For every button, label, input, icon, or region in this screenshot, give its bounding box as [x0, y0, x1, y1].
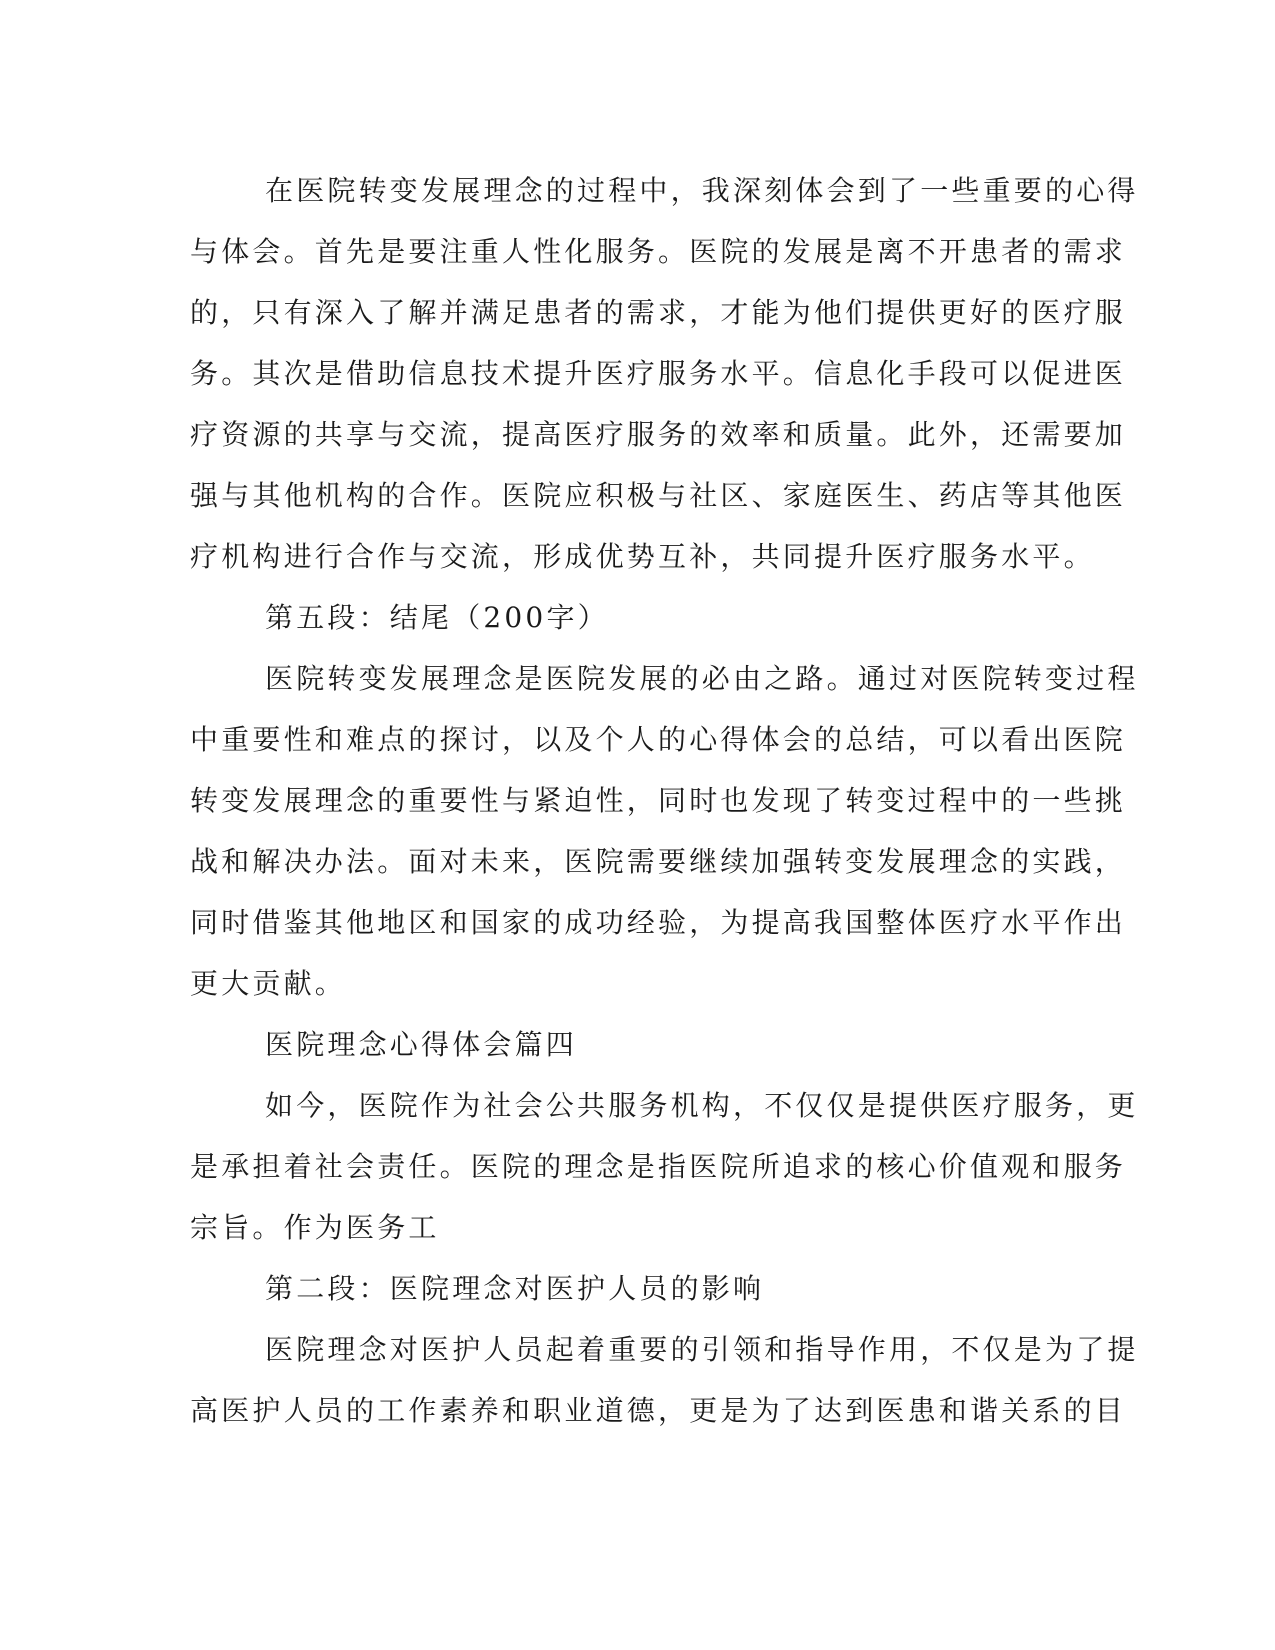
section-heading: 第二段：医院理念对医护人员的影响	[265, 1272, 765, 1305]
paragraph-line: 是承担着社会责任。医院的理念是指医院所追求的核心价值观和服务	[190, 1150, 1127, 1183]
paragraph-line: 同时借鉴其他地区和国家的成功经验，为提高我国整体医疗水平作出	[190, 906, 1127, 939]
paragraph-line: 务。其次是借助信息技术提升医疗服务水平。信息化手段可以促进医	[190, 357, 1127, 390]
paragraph-line: 强与其他机构的合作。医院应积极与社区、家庭医生、药店等其他医	[190, 479, 1127, 512]
paragraph-line: 在医院转变发展理念的过程中，我深刻体会到了一些重要的心得	[265, 174, 1139, 207]
paragraph-line: 高医护人员的工作素养和职业道德，更是为了达到医患和谐关系的目	[190, 1394, 1127, 1427]
paragraph-line: 医院转变发展理念是医院发展的必由之路。通过对医院转变过程	[265, 662, 1139, 695]
paragraph-line: 战和解决办法。面对未来，医院需要继续加强转变发展理念的实践，	[190, 845, 1127, 878]
paragraph-line: 宗旨。作为医务工	[190, 1211, 440, 1244]
document-body	[190, 160, 1139, 1441]
paragraph-line: 疗资源的共享与交流，提高医疗服务的效率和质量。此外，还需要加	[190, 418, 1127, 451]
paragraph-line: 更大贡献。	[190, 967, 347, 1000]
paragraph-line: 疗机构进行合作与交流，形成优势互补，共同提升医疗服务水平。	[190, 540, 1095, 573]
section-heading: 医院理念心得体会篇四	[265, 1028, 578, 1061]
paragraph-line: 如今，医院作为社会公共服务机构，不仅仅是提供医疗服务，更	[265, 1089, 1139, 1122]
paragraph-line: 转变发展理念的重要性与紧迫性，同时也发现了转变过程中的一些挑	[190, 784, 1127, 817]
section-heading: 第五段：结尾（200字）	[265, 601, 609, 634]
paragraph-line: 与体会。首先是要注重人性化服务。医院的发展是离不开患者的需求	[190, 235, 1127, 268]
paragraph-line: 的，只有深入了解并满足患者的需求，才能为他们提供更好的医疗服	[190, 296, 1127, 329]
paragraph-line: 中重要性和难点的探讨，以及个人的心得体会的总结，可以看出医院	[190, 723, 1127, 756]
paragraph-line: 医院理念对医护人员起着重要的引领和指导作用，不仅是为了提	[265, 1333, 1139, 1366]
